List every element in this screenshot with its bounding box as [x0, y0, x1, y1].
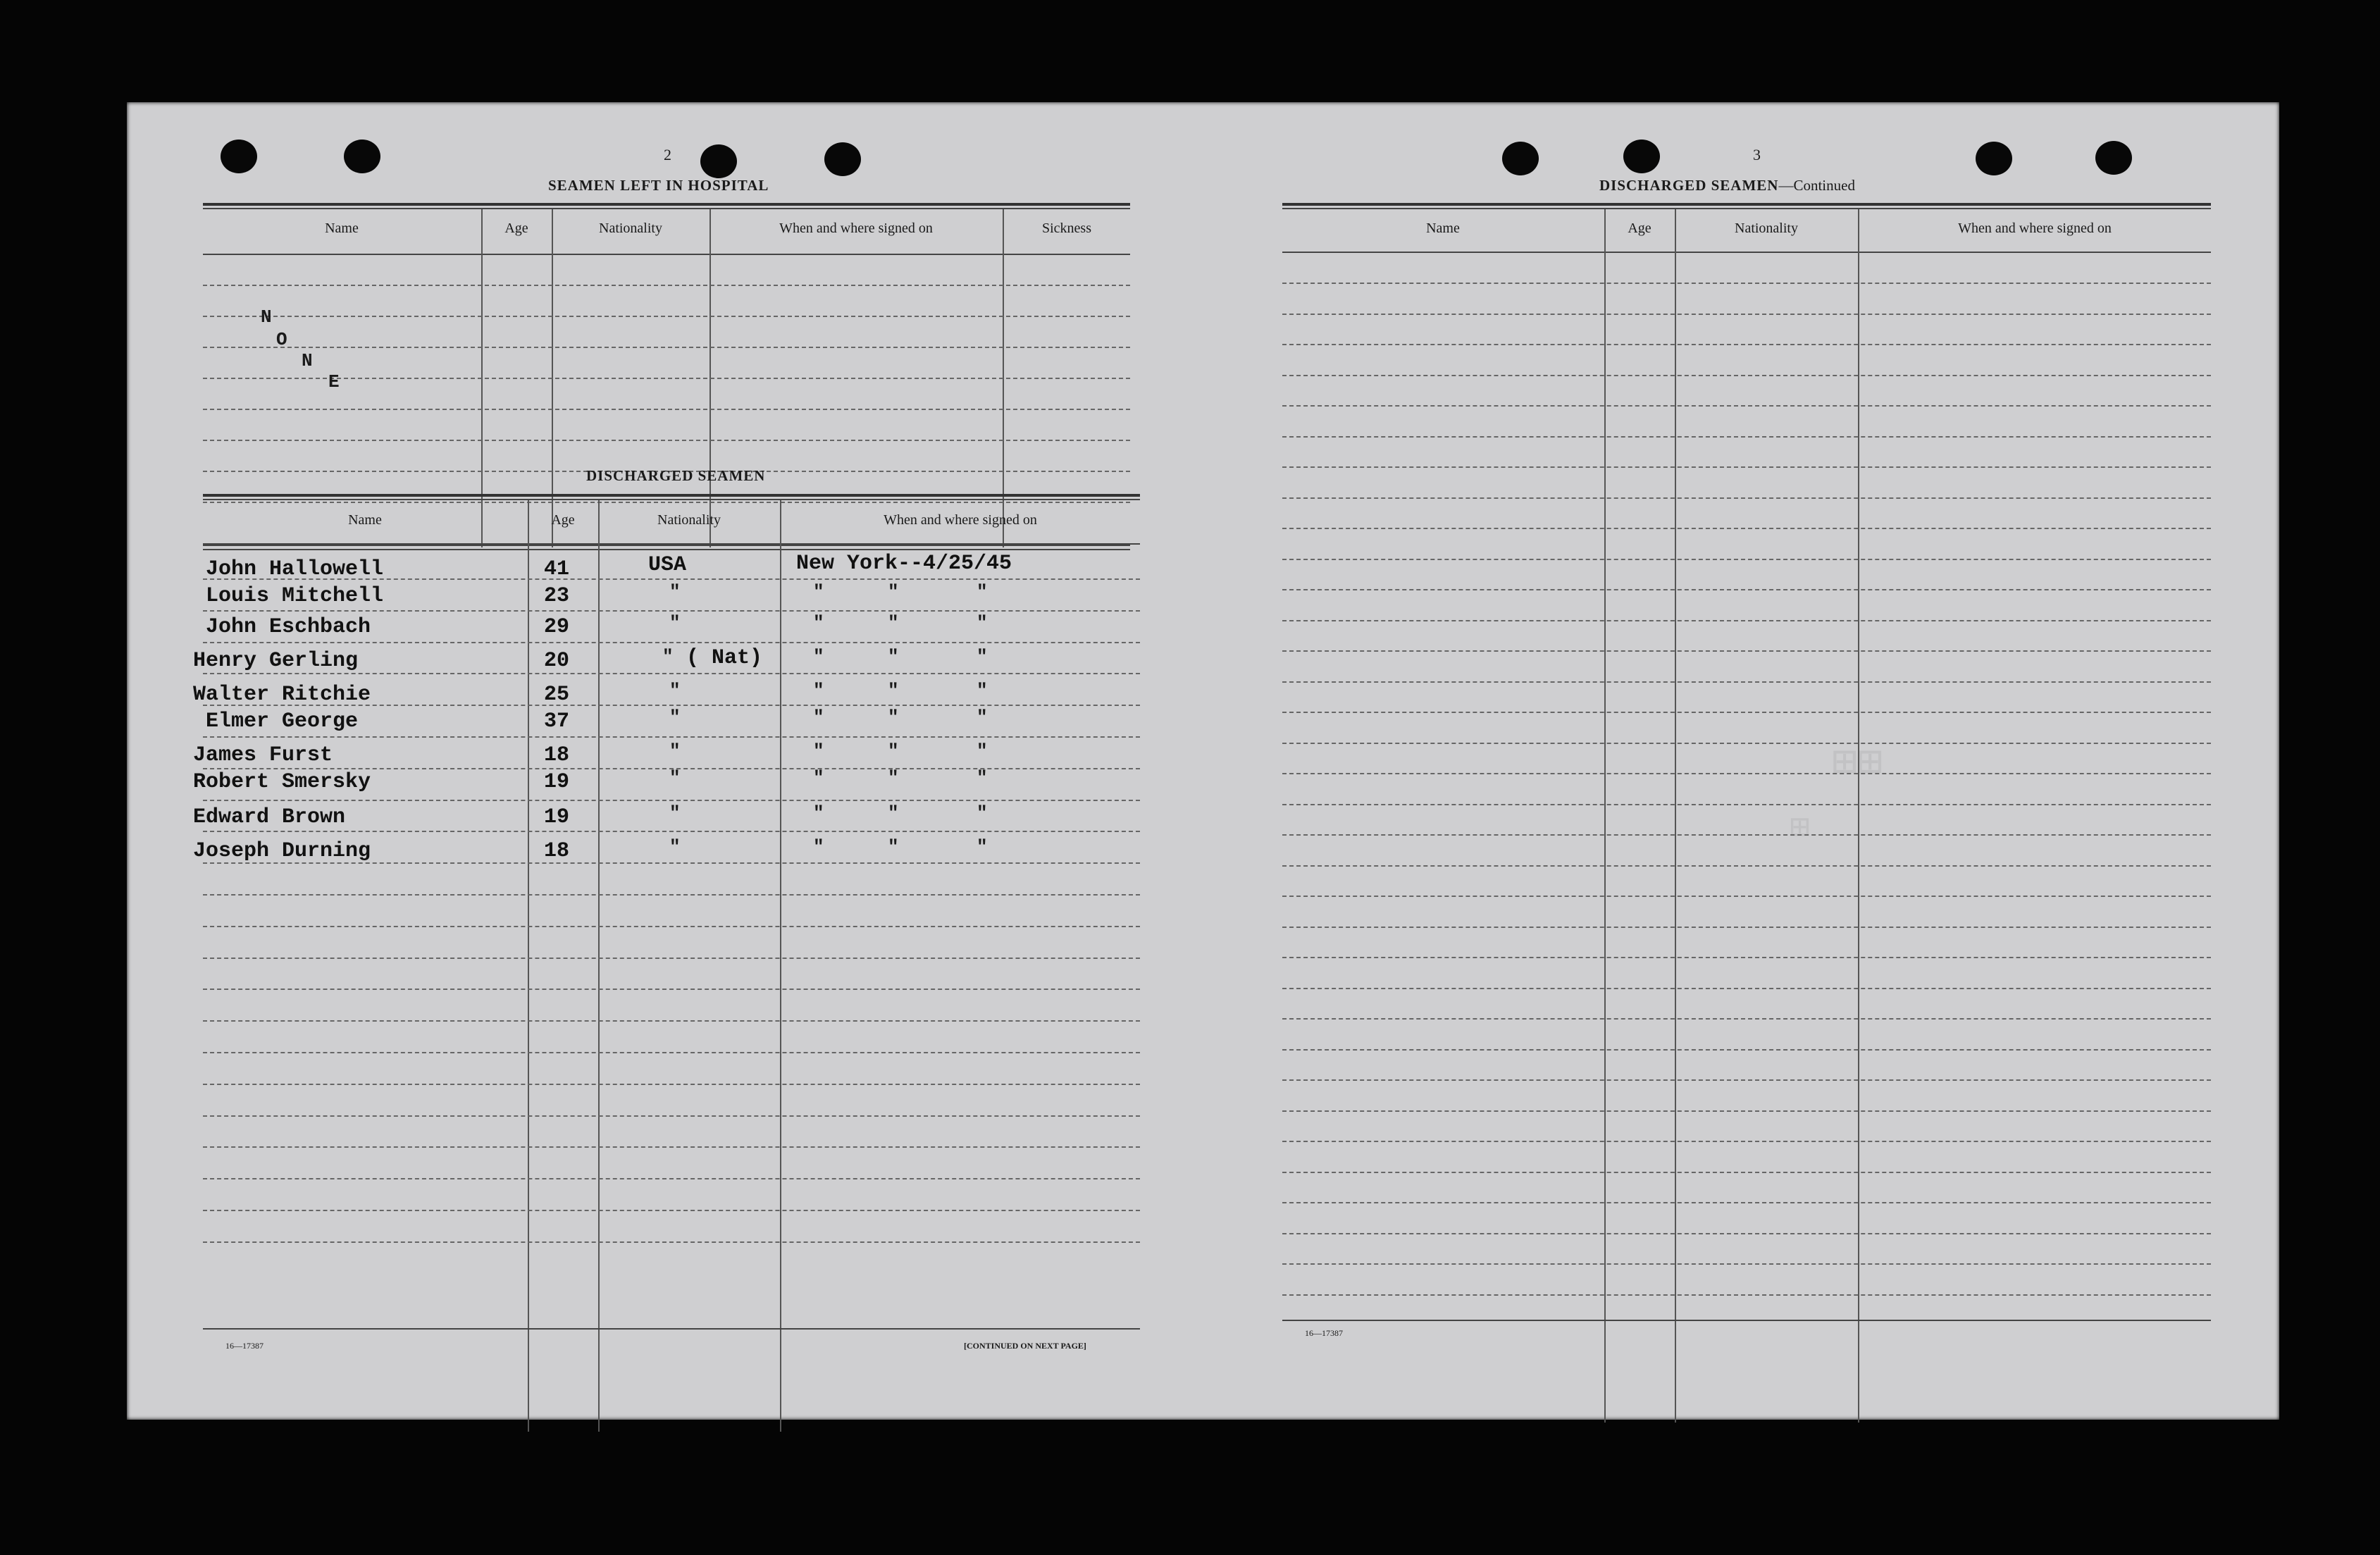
ruled-line	[1282, 650, 2211, 652]
ruled-line	[203, 347, 1130, 348]
ditto-mark: "	[888, 680, 899, 701]
ruled-line	[1282, 1079, 2211, 1081]
ruled-line	[1282, 528, 2211, 529]
seaman-name: Henry Gerling	[193, 649, 359, 673]
ditto-mark: "	[669, 707, 681, 728]
seaman-age: 37	[544, 710, 570, 733]
ruled-line	[203, 1241, 1140, 1243]
punch-hole	[221, 140, 257, 173]
ruled-line	[203, 1052, 1140, 1053]
ruled-line	[1282, 896, 2211, 897]
seaman-name: Louis Mitchell	[206, 584, 384, 608]
ditto-mark: "	[888, 612, 899, 633]
column-divider	[598, 500, 600, 1432]
ruled-line	[203, 673, 1140, 674]
ditto-mark: "	[888, 707, 899, 728]
ditto-mark: "	[977, 836, 988, 857]
punch-hole	[344, 140, 380, 173]
none-entry-letter: E	[328, 371, 340, 392]
ditto-mark: "	[813, 767, 824, 788]
ruled-line	[203, 316, 1130, 317]
ruled-line	[203, 1084, 1140, 1085]
ruled-line	[203, 831, 1140, 832]
ruled-line	[1282, 988, 2211, 989]
table-rule	[203, 545, 1130, 546]
ditto-mark: "	[669, 836, 681, 857]
none-entry-letter: N	[261, 306, 272, 328]
ruled-line	[1282, 1294, 2211, 1296]
ruled-line	[1282, 773, 2211, 774]
ditto-mark: "	[977, 612, 988, 633]
column-header: Name	[348, 512, 382, 528]
ruled-line	[1282, 1141, 2211, 1142]
punch-hole	[700, 144, 737, 178]
ruled-line	[1282, 712, 2211, 713]
seaman-age: 18	[544, 839, 570, 863]
hospital-section-title: SEAMEN LEFT IN HOSPITAL	[548, 177, 769, 194]
table-rule	[1282, 1320, 2211, 1321]
column-divider	[1858, 209, 1859, 1423]
ruled-line	[1282, 1049, 2211, 1051]
ruled-line	[1282, 681, 2211, 683]
seaman-name: Elmer George	[206, 710, 359, 733]
ruled-line	[203, 958, 1140, 959]
ruled-line	[1282, 1110, 2211, 1112]
ruled-line	[203, 894, 1140, 896]
ditto-mark: "	[888, 836, 899, 857]
form-number: 16—17387	[1305, 1328, 1343, 1338]
ruled-line	[203, 926, 1140, 927]
seaman-age: 23	[544, 584, 570, 608]
punch-hole	[1976, 142, 2012, 175]
ruled-line	[203, 610, 1140, 612]
punch-hole	[1502, 142, 1539, 175]
column-header: When and where signed on	[884, 512, 1037, 528]
page-number: 2	[664, 146, 671, 163]
ditto-mark: "	[888, 803, 899, 824]
column-header: Age	[504, 221, 528, 236]
ditto-mark: "	[977, 803, 988, 824]
ruled-line	[1282, 865, 2211, 867]
ruled-line	[1282, 620, 2211, 621]
table-rule	[203, 549, 1130, 550]
ditto-mark: "	[977, 741, 988, 762]
table-rule	[203, 543, 1140, 545]
ditto-mark: "	[888, 767, 899, 788]
none-entry-letter: O	[276, 329, 287, 350]
ruled-line	[1282, 466, 2211, 468]
none-entry-letter: N	[302, 350, 313, 371]
ruled-line	[203, 409, 1130, 410]
column-divider	[780, 500, 781, 1432]
ruled-line	[1282, 834, 2211, 836]
ditto-mark: "	[813, 646, 824, 667]
seaman-name: James Furst	[193, 743, 333, 767]
seaman-name: Joseph Durning	[193, 839, 371, 863]
ruled-line	[203, 989, 1140, 990]
punch-hole	[1623, 140, 1660, 173]
column-header: Name	[325, 221, 359, 236]
ruled-line	[203, 736, 1140, 738]
ruled-line	[1282, 1233, 2211, 1234]
punch-hole	[2095, 141, 2132, 175]
table-rule	[1282, 252, 2211, 253]
ruled-line	[1282, 1263, 2211, 1265]
ruled-line	[1282, 559, 2211, 560]
column-divider	[528, 500, 529, 1432]
discharged-continued-title	[1599, 177, 1855, 194]
ruled-line	[203, 1210, 1140, 1211]
seaman-age: 20	[544, 649, 570, 673]
discharged-section-title: DISCHARGED SEAMEN	[586, 467, 766, 484]
table-rule	[203, 208, 1130, 209]
ditto-mark: "	[888, 646, 899, 667]
seaman-signed-on: New York--4/25/45	[796, 552, 1012, 576]
ruled-line	[203, 1115, 1140, 1117]
ditto-mark: "	[977, 707, 988, 728]
ditto-mark: "	[813, 581, 824, 602]
ditto-mark: "	[813, 680, 824, 701]
ditto-mark: "	[669, 803, 681, 824]
seaman-name: Robert Smersky	[193, 770, 371, 794]
column-header: When and where signed on	[1958, 221, 2112, 236]
ruled-line	[1282, 743, 2211, 744]
ditto-mark: "	[669, 767, 681, 788]
ruled-line	[203, 1146, 1140, 1148]
column-header: Age	[551, 512, 575, 528]
ditto-mark: "	[813, 741, 824, 762]
ditto-mark: "	[977, 581, 988, 602]
seaman-age: 19	[544, 770, 570, 794]
title-suffix: —Continued	[1778, 177, 1855, 194]
ruled-line	[203, 378, 1130, 379]
seaman-name: Walter Ritchie	[193, 683, 371, 707]
ditto-mark: "	[662, 646, 674, 667]
ruled-line	[1282, 1018, 2211, 1020]
ruled-line	[203, 502, 1130, 503]
ruled-line	[1282, 497, 2211, 499]
ruled-line	[1282, 314, 2211, 315]
seaman-age: 41	[544, 557, 570, 581]
column-divider	[1604, 209, 1606, 1423]
seaman-age: 18	[544, 743, 570, 767]
ruled-line	[1282, 1172, 2211, 1173]
nationality-note: ( Nat)	[686, 646, 763, 670]
ditto-mark: "	[888, 741, 899, 762]
column-header: Nationality	[599, 221, 662, 236]
seaman-age: 25	[544, 683, 570, 707]
ruled-line	[1282, 957, 2211, 958]
ditto-mark: "	[813, 612, 824, 633]
ditto-mark: "	[977, 680, 988, 701]
column-header: Nationality	[657, 512, 721, 528]
ditto-mark: "	[813, 836, 824, 857]
ruled-line	[1282, 589, 2211, 590]
ruled-line	[203, 800, 1140, 801]
ruled-line	[203, 285, 1130, 286]
ruled-line	[203, 440, 1130, 441]
ruled-line	[203, 642, 1140, 643]
column-header: Age	[1628, 221, 1651, 236]
table-rule	[203, 499, 1140, 500]
ditto-mark: "	[977, 646, 988, 667]
bleed-through: ⊞	[1790, 810, 1810, 848]
column-header: Nationality	[1735, 221, 1798, 236]
ditto-mark: "	[813, 707, 824, 728]
ruled-line	[203, 1020, 1140, 1022]
ditto-mark: "	[888, 581, 899, 602]
table-rule	[203, 254, 1130, 255]
seaman-name: Edward Brown	[193, 805, 346, 829]
ditto-mark: "	[977, 767, 988, 788]
ruled-line	[1282, 283, 2211, 284]
column-header: When and where signed on	[779, 221, 933, 236]
column-header: Name	[1426, 221, 1460, 236]
ruled-line	[1282, 1202, 2211, 1203]
ruled-line	[1282, 344, 2211, 345]
ruled-line	[1282, 436, 2211, 438]
ditto-mark: "	[669, 612, 681, 633]
column-header: Sickness	[1042, 221, 1091, 236]
ruled-line	[1282, 804, 2211, 805]
column-divider	[1675, 209, 1676, 1423]
ditto-mark: "	[669, 741, 681, 762]
ditto-mark: "	[813, 803, 824, 824]
table-rule	[203, 494, 1140, 497]
table-rule	[203, 1328, 1140, 1330]
document-sheet	[127, 102, 2279, 1420]
seaman-nationality: USA	[648, 553, 687, 577]
seaman-age: 29	[544, 615, 570, 639]
table-rule	[1282, 203, 2211, 206]
page-number: 3	[1753, 146, 1761, 163]
form-number: 16—17387	[225, 1341, 264, 1351]
seaman-name: John Hallowell	[206, 557, 384, 581]
table-rule	[1282, 208, 2211, 209]
continued-note: [CONTINUED ON NEXT PAGE]	[964, 1341, 1086, 1351]
seaman-age: 19	[544, 805, 570, 829]
title-text: DISCHARGED SEAMEN	[1599, 177, 1779, 194]
bleed-through: ⊞⊞	[1832, 741, 1883, 788]
punch-hole	[824, 142, 861, 176]
seaman-name: John Eschbach	[206, 615, 371, 639]
ditto-mark: "	[669, 680, 681, 701]
ruled-line	[1282, 927, 2211, 928]
ruled-line	[203, 1178, 1140, 1179]
ditto-mark: "	[669, 581, 681, 602]
ruled-line	[1282, 405, 2211, 407]
ruled-line	[1282, 375, 2211, 376]
table-rule	[203, 203, 1130, 206]
